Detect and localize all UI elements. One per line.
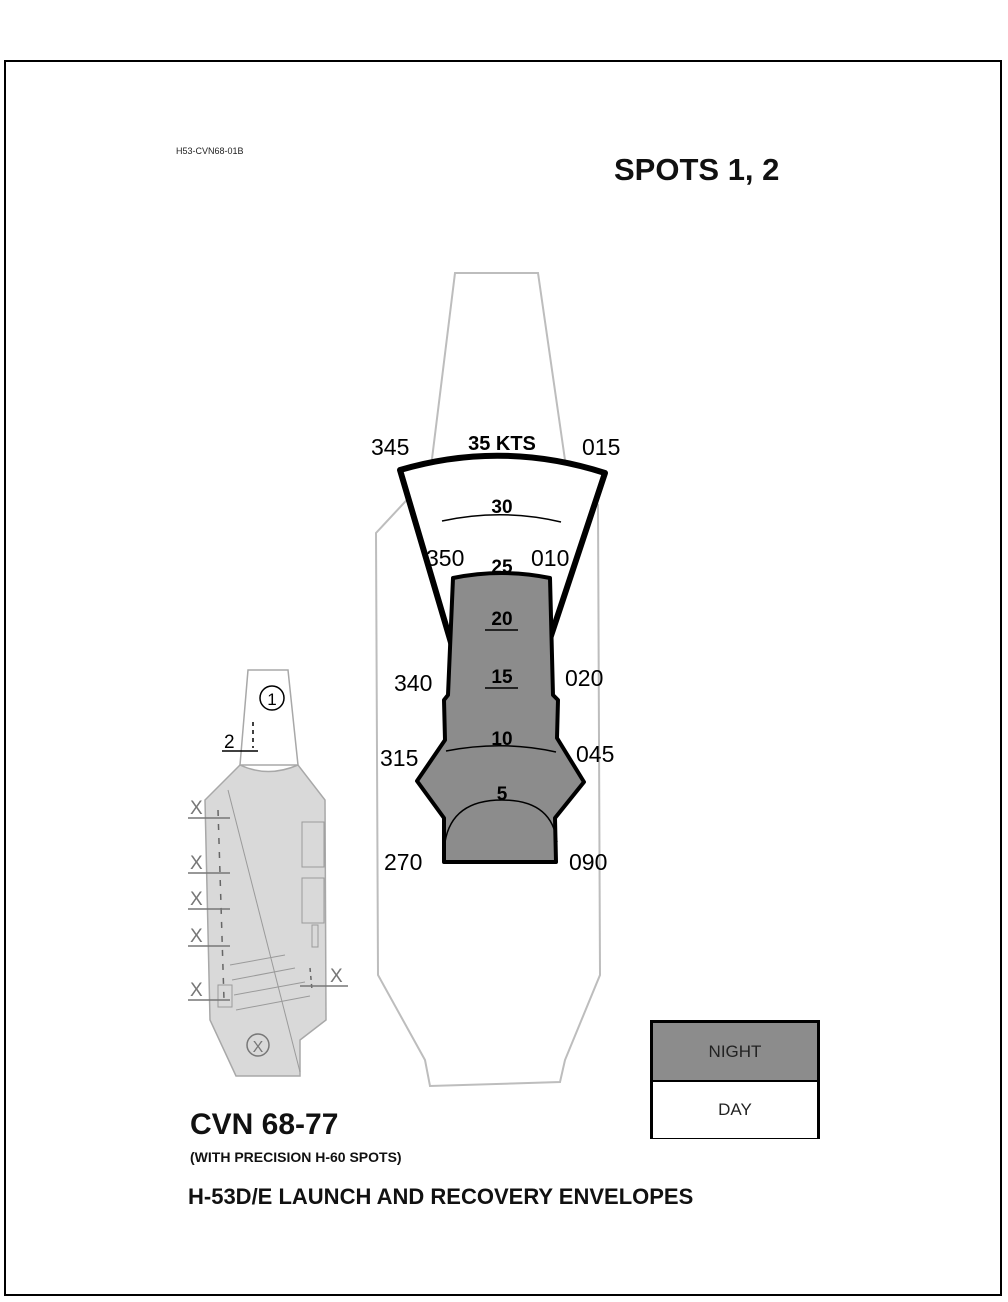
spot-2-label: 2 <box>224 732 235 753</box>
inset-carrier <box>188 670 348 1076</box>
speed-5: 5 <box>496 784 508 805</box>
speed-15: 15 <box>491 667 513 688</box>
heading-010: 010 <box>531 545 570 571</box>
heading-045: 045 <box>576 741 615 767</box>
document-id: H53-CVN68-01B <box>176 146 244 156</box>
speed-10: 10 <box>491 729 513 750</box>
inset-deck <box>205 765 326 1076</box>
inset-stern-x: X <box>252 1039 264 1056</box>
heading-345: 345 <box>371 434 410 460</box>
heading-090: 090 <box>569 849 608 875</box>
footer-caption: H-53D/E LAUNCH AND RECOVERY ENVELOPES <box>188 1184 694 1209</box>
inset-x-4: X <box>190 926 203 947</box>
heading-350: 350 <box>426 545 465 571</box>
spots-title: SPOTS 1, 2 <box>614 152 780 187</box>
heading-315: 315 <box>380 745 419 771</box>
inset-x-6: X <box>330 966 343 987</box>
inset-x-5: X <box>190 980 203 1001</box>
legend <box>650 1020 820 1139</box>
inset-x-1: X <box>190 798 203 819</box>
inset-x-3: X <box>190 889 203 910</box>
spot-1-label: 1 <box>267 690 277 709</box>
heading-270: 270 <box>384 849 423 875</box>
speed-30: 30 <box>491 497 513 518</box>
speed-25: 25 <box>491 557 513 578</box>
speed-20: 20 <box>491 609 513 630</box>
inset-x-2: X <box>190 853 203 874</box>
speed-35: 35 KTS <box>468 433 536 455</box>
legend-day: DAY <box>653 1082 817 1138</box>
footer-title: CVN 68-77 <box>190 1108 339 1141</box>
legend-night: NIGHT <box>653 1023 817 1082</box>
heading-020: 020 <box>565 665 604 691</box>
heading-340: 340 <box>394 670 433 696</box>
heading-015: 015 <box>582 434 621 460</box>
footer-subtitle: (WITH PRECISION H-60 SPOTS) <box>190 1149 402 1165</box>
